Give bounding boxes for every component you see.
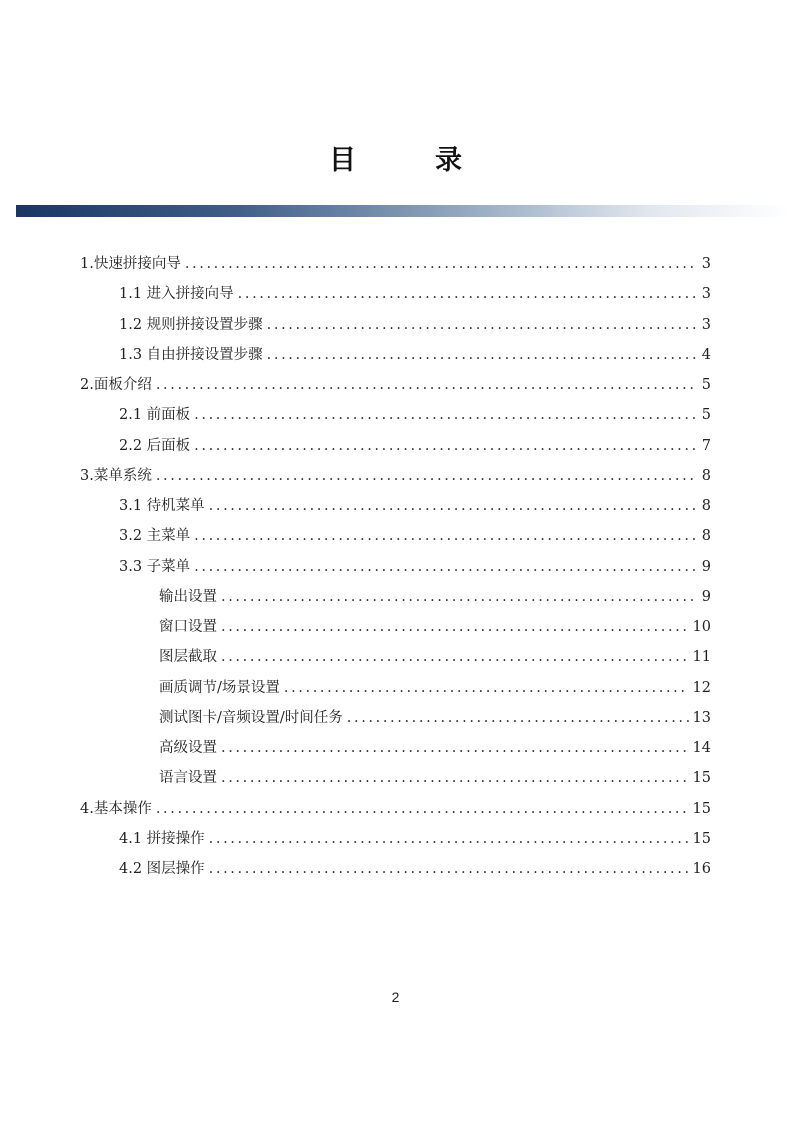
toc-entry[interactable] bbox=[159, 764, 711, 792]
toc-entry-page: 7 bbox=[701, 437, 711, 454]
toc-entry-page: 8 bbox=[701, 498, 711, 514]
toc-leader-dots bbox=[221, 734, 689, 762]
toc-leader-dots bbox=[267, 311, 698, 339]
toc-leader-dots bbox=[194, 432, 698, 460]
toc-entry[interactable] bbox=[119, 341, 711, 369]
toc-leader-dots bbox=[194, 522, 698, 550]
toc-entry-label: 窗口设置 bbox=[159, 619, 217, 635]
toc-entry-page: 3 bbox=[701, 286, 711, 303]
toc-entry[interactable] bbox=[159, 583, 711, 611]
toc-entry[interactable] bbox=[119, 855, 711, 883]
toc-entry-page: 15 bbox=[692, 800, 711, 817]
toc-entry[interactable] bbox=[80, 795, 711, 823]
toc-entry[interactable] bbox=[80, 250, 711, 278]
toc-entry-label: 输出设置 bbox=[159, 588, 217, 605]
toc-leader-dots bbox=[221, 583, 698, 611]
toc-entry-page: 4 bbox=[701, 346, 711, 363]
toc-leader-dots bbox=[209, 855, 689, 883]
toc-leader-dots bbox=[221, 613, 689, 641]
toc-entry-label: 2.1 前面板 bbox=[119, 407, 191, 424]
toc-entry-label: 3.1 待机菜单 bbox=[119, 498, 205, 514]
toc-entry-label: 图层截取 bbox=[159, 649, 217, 666]
page-number: 2 bbox=[391, 989, 400, 1005]
toc-entry-page: 16 bbox=[692, 861, 711, 877]
toc-leader-dots bbox=[221, 643, 689, 671]
toc-entry-label: 3.2 主菜单 bbox=[119, 528, 191, 545]
toc-entry[interactable] bbox=[159, 613, 711, 641]
toc-entry-page: 3 bbox=[701, 256, 711, 272]
toc-entry-label: 1.2 规则拼接设置步骤 bbox=[119, 316, 263, 333]
toc-entry[interactable] bbox=[119, 492, 711, 520]
toc-entry[interactable] bbox=[80, 462, 711, 490]
toc-leader-dots bbox=[209, 825, 689, 853]
toc-entry-page: 14 bbox=[692, 740, 711, 756]
toc-entry-label: 1.3 自由拼接设置步骤 bbox=[119, 346, 263, 363]
toc-leader-dots bbox=[156, 795, 689, 823]
toc-leader-dots bbox=[267, 341, 698, 369]
toc-leader-dots bbox=[194, 401, 698, 429]
toc-entry[interactable] bbox=[159, 734, 711, 762]
toc-entry[interactable] bbox=[119, 401, 711, 429]
toc-entry-page: 10 bbox=[692, 619, 711, 635]
toc-entry-page: 5 bbox=[701, 377, 711, 393]
toc-entry-label: 画质调节/场景设置 bbox=[159, 679, 280, 696]
toc-entry-label: 语言设置 bbox=[159, 770, 217, 787]
toc-leader-dots bbox=[185, 250, 698, 278]
toc-entry[interactable] bbox=[119, 280, 711, 308]
toc-entry-label: 4.2 图层操作 bbox=[119, 861, 205, 877]
toc-entry-page: 15 bbox=[692, 770, 711, 787]
toc-entry[interactable] bbox=[159, 674, 711, 702]
toc-entry-label: 测试图卡/音频设置/时间任务 bbox=[159, 709, 343, 726]
toc-entry[interactable] bbox=[159, 643, 711, 671]
toc-leader-dots bbox=[238, 280, 698, 308]
toc-entry[interactable] bbox=[80, 371, 711, 399]
toc-entry-label: 1.快速拼接向导 bbox=[80, 256, 181, 272]
toc-leader-dots bbox=[156, 462, 698, 490]
toc-entry[interactable] bbox=[119, 311, 711, 339]
toc-entry[interactable] bbox=[119, 553, 711, 581]
toc-leader-dots bbox=[221, 764, 689, 792]
toc-entry-label: 4.基本操作 bbox=[80, 800, 152, 817]
toc-entry-page: 5 bbox=[701, 407, 711, 424]
toc-leader-dots bbox=[347, 704, 689, 732]
toc-entry[interactable] bbox=[119, 825, 711, 853]
toc-entry-page: 11 bbox=[692, 649, 711, 666]
toc-entry[interactable] bbox=[119, 432, 711, 460]
toc-entry-label: 1.1 进入拼接向导 bbox=[119, 286, 234, 303]
toc-entry-page: 9 bbox=[701, 558, 711, 575]
toc-leader-dots bbox=[209, 492, 698, 520]
toc-entry-page: 8 bbox=[701, 528, 711, 545]
toc-entry-label: 4.1 拼接操作 bbox=[119, 830, 205, 847]
toc-leader-dots bbox=[194, 553, 698, 581]
toc-entry[interactable] bbox=[119, 522, 711, 550]
toc-entry-label: 高级设置 bbox=[159, 740, 217, 756]
toc-entry-label: 3.3 子菜单 bbox=[119, 558, 191, 575]
toc-entry[interactable] bbox=[159, 704, 711, 732]
toc-entry-page: 3 bbox=[701, 316, 711, 333]
toc-entry-page: 9 bbox=[701, 588, 711, 605]
toc-entry-page: 13 bbox=[692, 709, 711, 726]
toc-entry-label: 2.面板介绍 bbox=[80, 377, 152, 393]
page-title: 目 录 bbox=[329, 145, 488, 176]
toc-leader-dots bbox=[156, 371, 698, 399]
toc-entry-page: 8 bbox=[701, 467, 711, 484]
toc-entry-page: 12 bbox=[692, 679, 711, 696]
header-gradient-band bbox=[16, 205, 791, 217]
toc-entry-page: 15 bbox=[692, 830, 711, 847]
toc-leader-dots bbox=[284, 674, 689, 702]
toc-entry-label: 3.菜单系统 bbox=[80, 467, 152, 484]
toc-entry-label: 2.2 后面板 bbox=[119, 437, 191, 454]
